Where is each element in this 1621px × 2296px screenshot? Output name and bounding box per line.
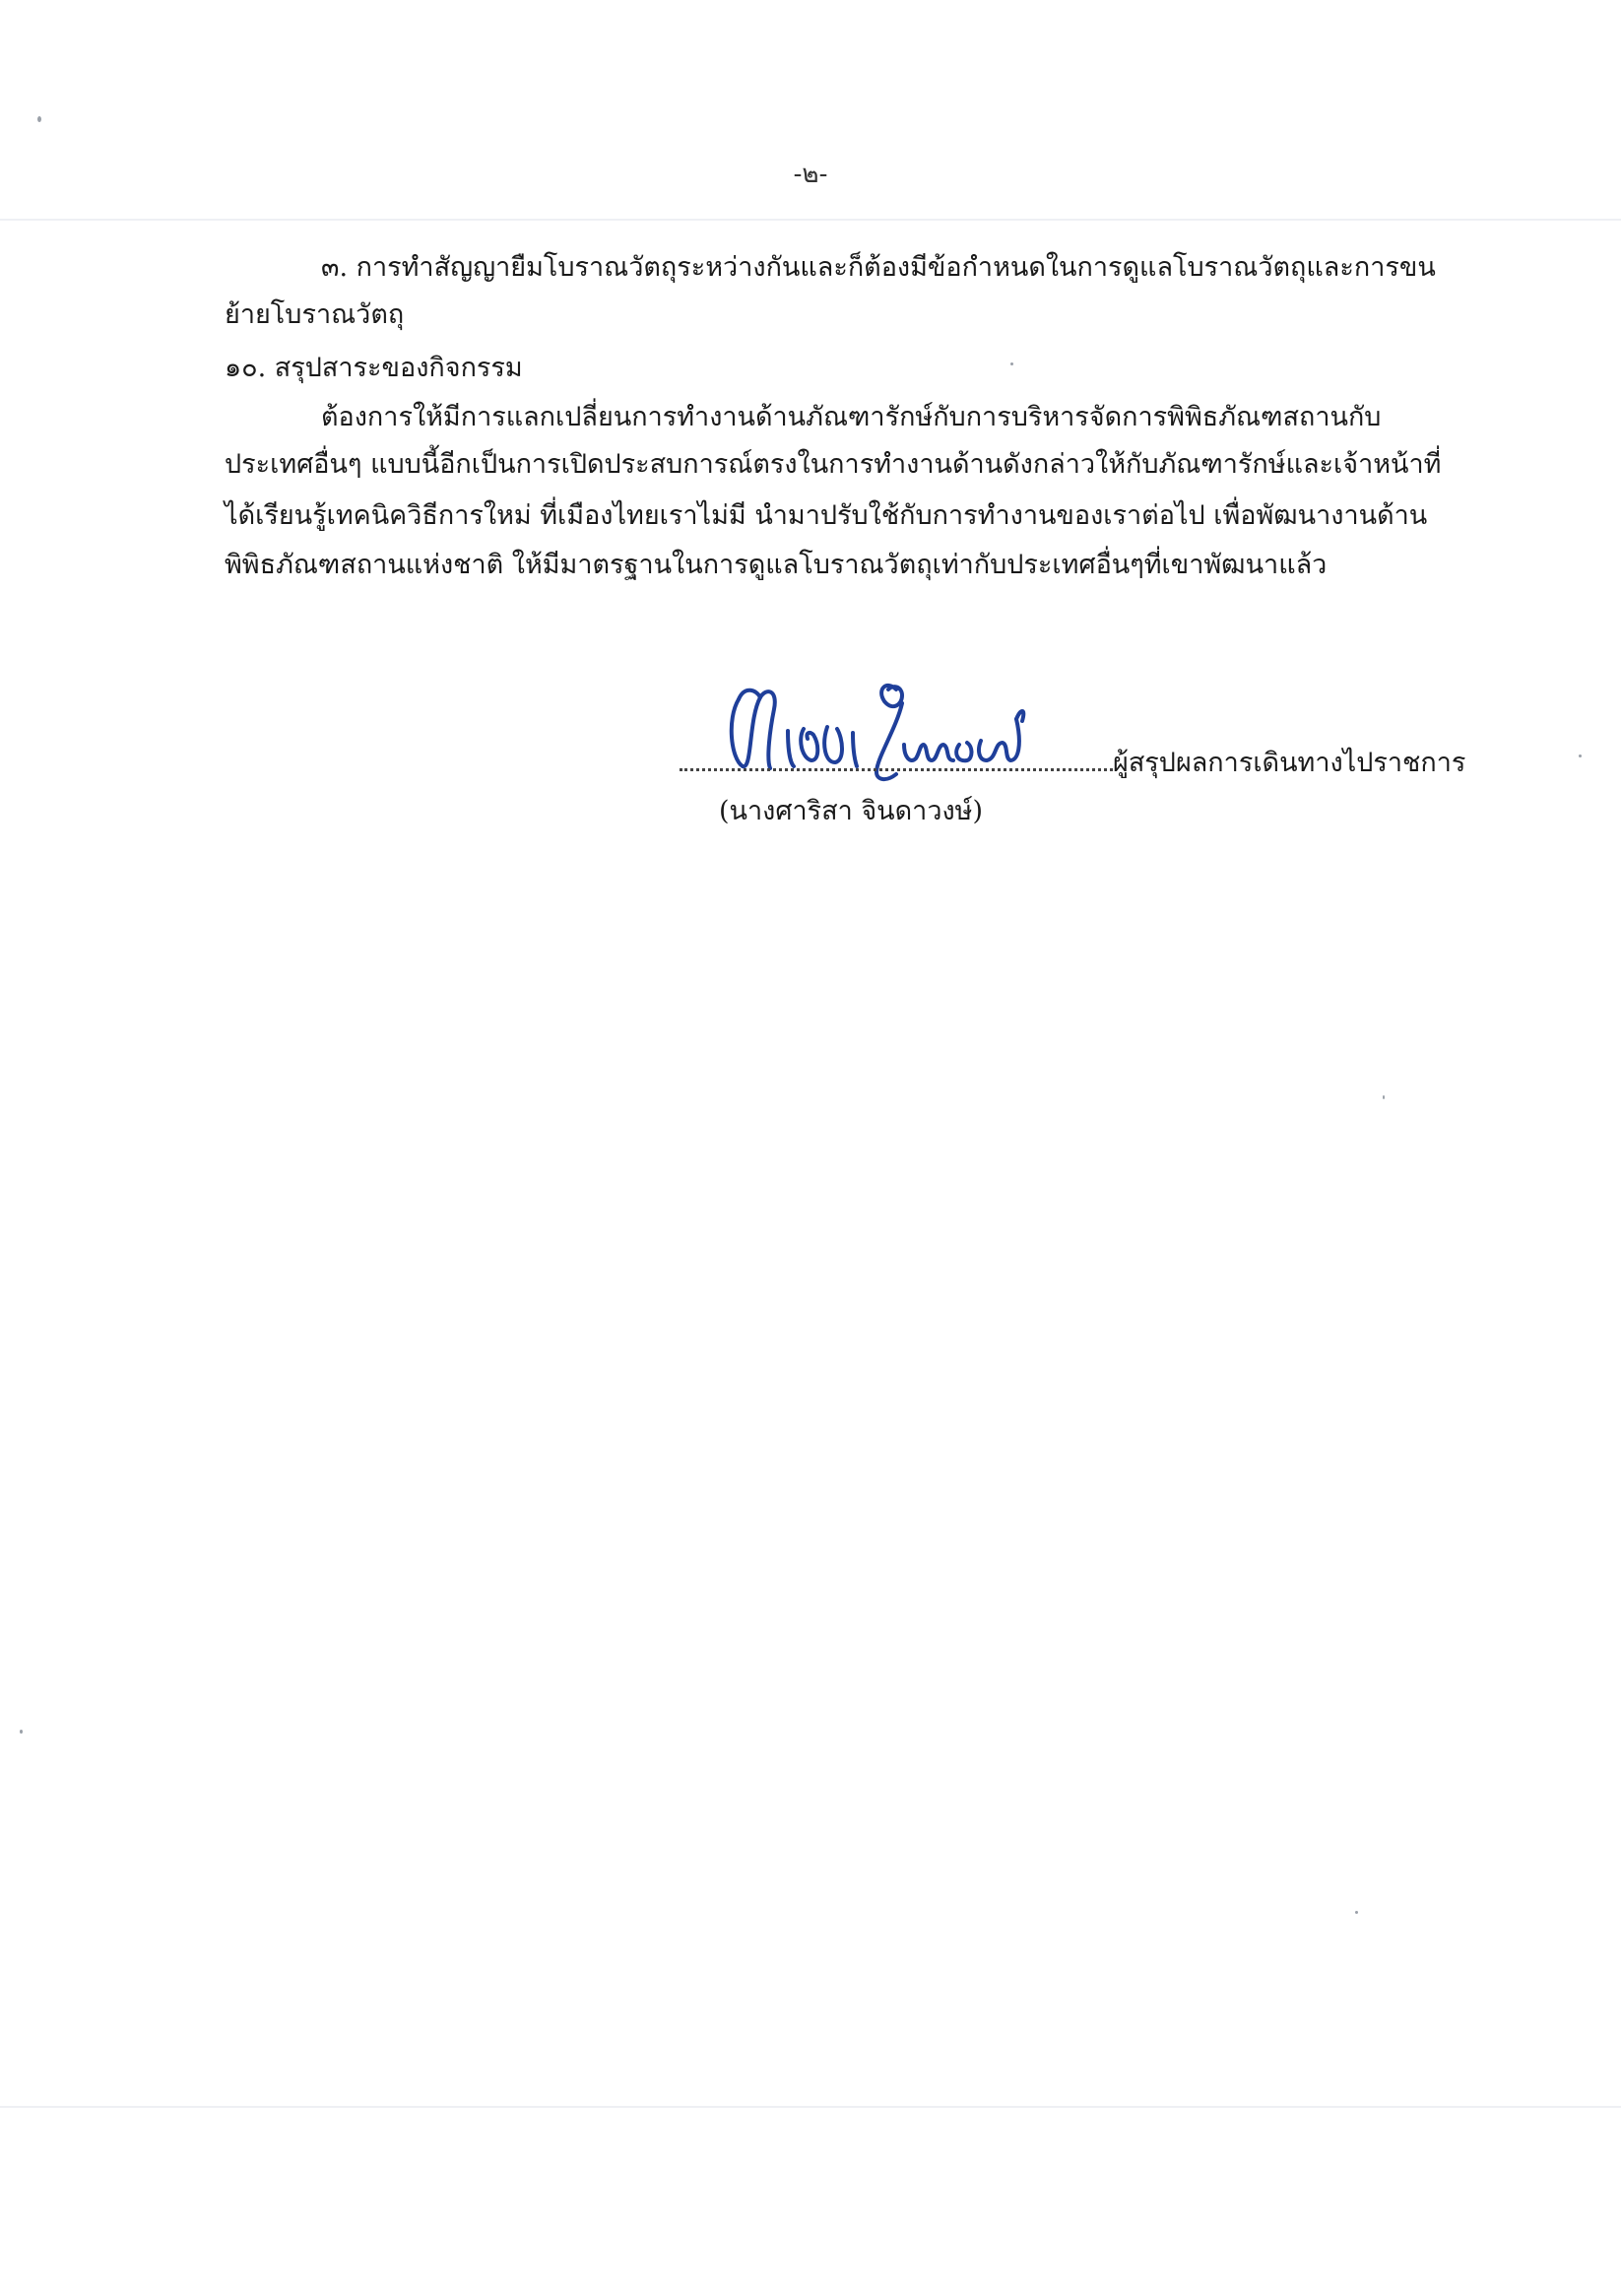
section10-paragraph-line: ได้เรียนรู้เทคนิควิธีการใหม่ ที่เมืองไทยเราไม่มี นำมาปรับใช้กับการทำงานของเราต่อไป เพื่อพัฒนางานด้าน xyxy=(225,500,1428,531)
signer-name: (นางศาริสา จินดาวงษ์) xyxy=(719,796,984,826)
handwritten-signature xyxy=(709,650,1064,788)
section10-paragraph-line: ประเทศอื่นๆ แบบนี้อีกเป็นการเปิดประสบการณ์ตรงในการทำงานด้านดังกล่าวให้กับภัณฑารักษ์และเจ้าหน้าที่ xyxy=(225,449,1442,480)
page-number: -๒- xyxy=(793,160,828,189)
scan-edge-bottom xyxy=(0,2106,1621,2108)
scan-edge-top xyxy=(0,219,1621,221)
signature-dotted-line xyxy=(680,768,1113,771)
section3-line2: ย้ายโบราณวัตถุ xyxy=(225,299,405,330)
section10-paragraph-line: พิพิธภัณฑสถานแห่งชาติ ให้มีมาตรฐานในการดูแลโบราณวัตถุเท่ากับประเทศอื่นๆที่เขาพัฒนาแล้ว xyxy=(225,550,1328,580)
scan-speck xyxy=(1010,362,1013,365)
section10-paragraph-line: ต้องการให้มีการแลกเปลี่ยนการทำงานด้านภัณฑารักษ์กับการบริหารจัดการพิพิธภัณฑสถานกับ xyxy=(321,402,1382,432)
scan-speck xyxy=(37,116,41,122)
signature-role: ผู้สรุปผลการเดินทางไปราชการ xyxy=(1113,748,1466,778)
section10-heading: ๑๐. สรุปสาระของกิจกรรม xyxy=(225,353,523,383)
scan-speck xyxy=(1579,754,1582,757)
scan-speck xyxy=(1383,1095,1385,1099)
scan-speck xyxy=(1355,1911,1358,1914)
section3-line1: ๓. การทำสัญญายืมโบราณวัตถุระหว่างกันและก็ต้องมีข้อกำหนดในการดูแลโบราณวัตถุและการขน xyxy=(321,252,1436,283)
scan-speck xyxy=(20,1730,23,1734)
